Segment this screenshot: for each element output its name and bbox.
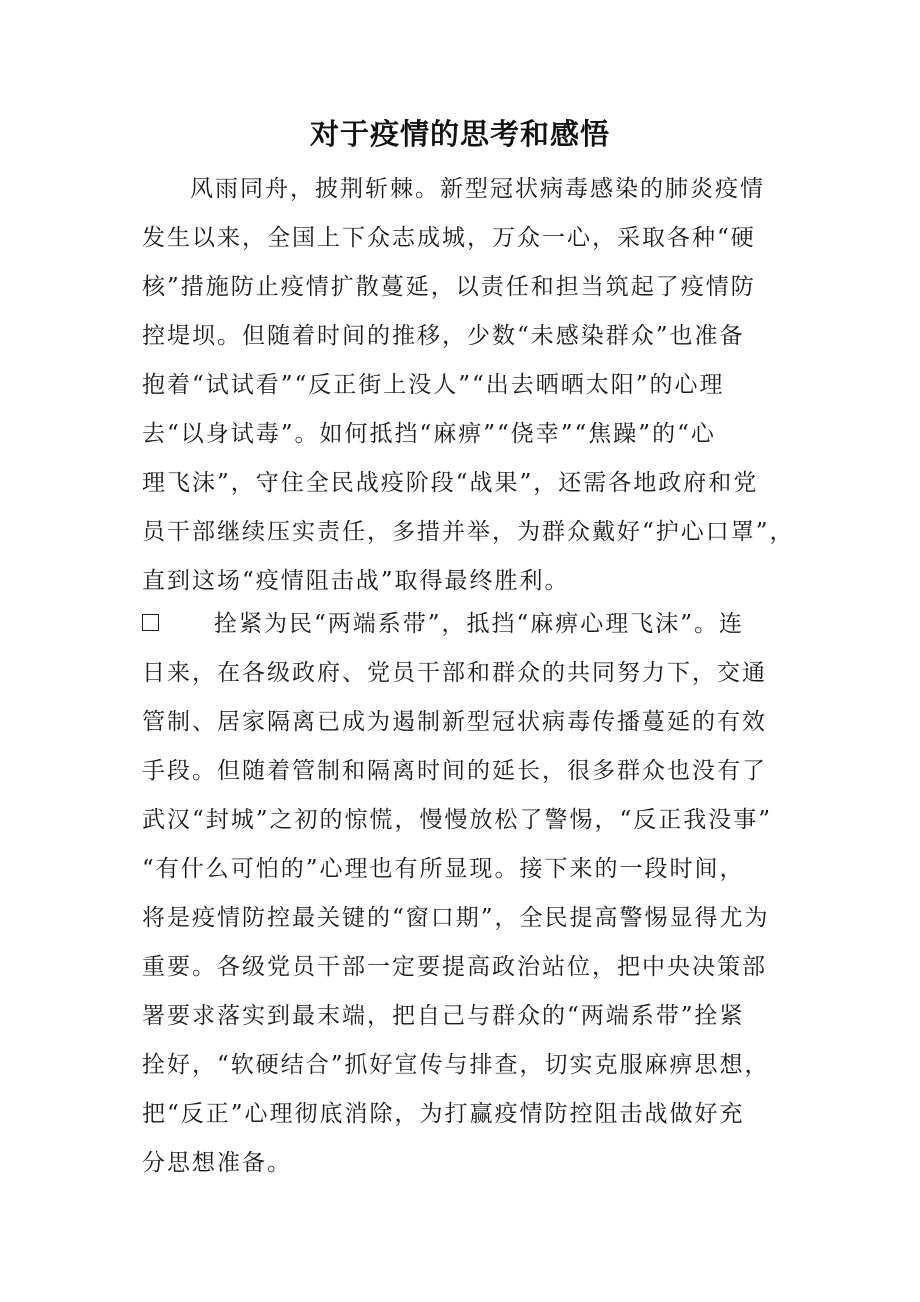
paragraph1-line: 风雨同舟，披荆斩棘。新型冠状病毒感染的肺炎疫情 (190, 176, 765, 202)
checkbox-square-icon (142, 614, 159, 631)
paragraph1-line: 直到这场“疫情阻击战”取得最终胜利。 (142, 568, 570, 594)
paragraph2-line: 拴好，“软硬结合”抓好宣传与排查，切实克服麻痹思想， (142, 1052, 770, 1078)
paragraph1-line: 抱着“试试看”“反正街上没人”“出去晒晒太阳”的心理 (142, 372, 725, 398)
paragraph2-line: 管制、居家隔离已成为遏制新型冠状病毒传播蔓延的有效 (142, 709, 767, 735)
paragraph1-line: 理飞沫”，守住全民战疫阶段“战果”，还需各地政府和党 (142, 470, 759, 496)
paragraph1-line: 发生以来，全国上下众志成城，万众一心，采取各种“硬 (142, 225, 756, 251)
paragraph2-line: 分思想准备。 (142, 1150, 292, 1176)
paragraph2-line: 将是疫情防控最关键的“窗口期”，全民提高警惕显得尤为 (142, 905, 770, 931)
document-title: 对于疫情的思考和感悟 (309, 117, 610, 151)
paragraph1-line: 核”措施防止疫情扩散蔓延，以责任和担当筑起了疫情防 (142, 274, 756, 300)
paragraph2-line: 手段。但随着管制和隔离时间的延长，很多群众也没有了 (142, 758, 767, 784)
paragraph1-line: 去“以身试毒”。如何抵挡“麻痹”“侥幸”“焦躁”的“心 (142, 421, 716, 447)
paragraph1-line: 员干部继续压实责任，多措并举，为群众戴好“护心口罩”， (142, 519, 795, 545)
paragraph2-line: “有什么可怕的”心理也有所显现。接下来的一段时间， (142, 856, 745, 882)
paragraph2-line: 把“反正”心理彻底消除，为打赢疫情防控阻击战做好充 (142, 1101, 745, 1127)
paragraph2-line: 重要。各级党员干部一定要提高政治站位，把中央决策部 (142, 954, 767, 980)
paragraph2-line: 署要求落实到最末端，把自己与群众的“两端系带”拴紧 (142, 1003, 745, 1029)
paragraph2-line: 武汉“封城”之初的惊慌，慢慢放松了警惕，“反正我没事” (142, 807, 773, 833)
paragraph2-line: 拴紧为民“两端系带”，抵挡“麻痹心理飞沫”。连 (214, 611, 745, 637)
paragraph1-line: 控堤坝。但随着时间的推移，少数“未感染群众”也准备 (142, 323, 745, 349)
paragraph2-line: 日来，在各级政府、党员干部和群众的共同努力下，交通 (142, 660, 767, 686)
